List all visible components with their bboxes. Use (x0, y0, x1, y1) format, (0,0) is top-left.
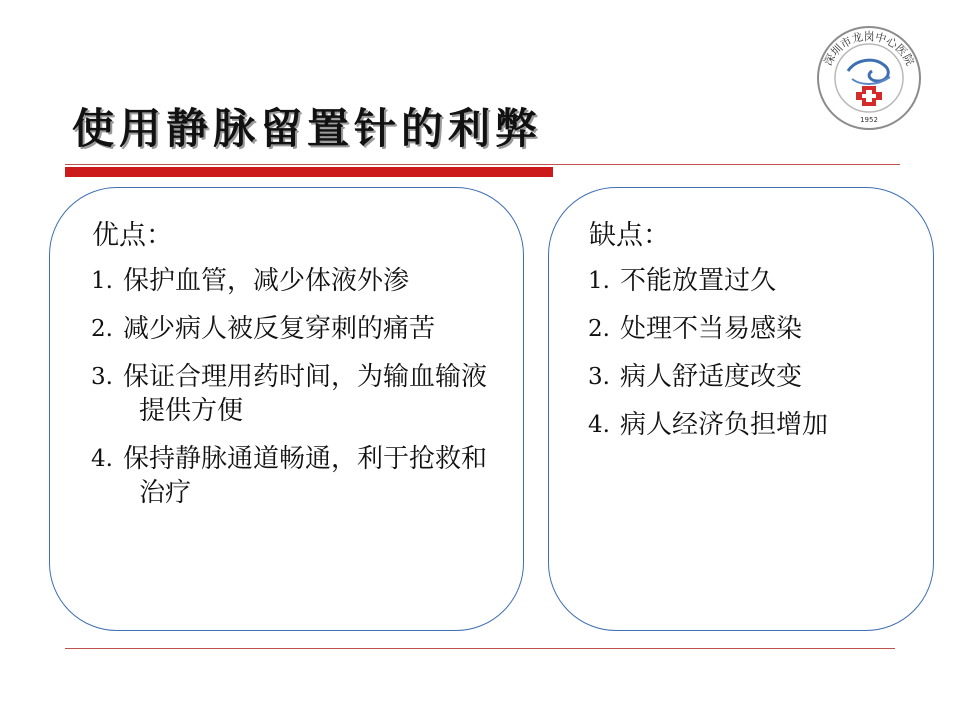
item-number: 1. (588, 268, 610, 294)
disadvantage-item (588, 312, 928, 346)
logo-name-text: 深圳市龙岗中心医院 (821, 30, 917, 68)
item-text: 保护血管，减少体液外渗 (123, 266, 410, 296)
bottom-divider (65, 648, 895, 649)
item-number: 3. (91, 364, 113, 390)
advantage-item (91, 442, 516, 510)
item-number: 3. (588, 364, 610, 390)
item-text: 不能放置过久 (620, 266, 777, 296)
title-accent-bar (65, 167, 553, 177)
item-text: 病人经济负担增加 (620, 410, 829, 440)
advantages-heading: 优点： (92, 220, 173, 251)
disadvantages-heading: 缺点： (589, 220, 670, 251)
item-number: 2. (588, 316, 610, 342)
item-number: 4. (588, 412, 610, 438)
disadvantage-item (588, 408, 928, 442)
item-text: 处理不当易感染 (620, 314, 803, 344)
hospital-logo (808, 23, 930, 133)
item-number: 4. (91, 446, 113, 472)
disadvantage-item (588, 360, 928, 394)
item-text: 减少病人被反复穿刺的痛苦 (123, 314, 436, 344)
item-text: 保持静脉通道畅通，利于抢救和治疗 (123, 444, 488, 508)
item-text: 病人舒适度改变 (620, 362, 803, 392)
slide-title: 使用静脉留置针的利弊 (72, 104, 543, 153)
disadvantages-panel (548, 187, 934, 631)
advantages-panel (49, 187, 524, 631)
advantage-item (91, 264, 516, 298)
item-number: 1. (91, 268, 113, 294)
advantage-item (91, 360, 516, 428)
disadvantage-item (588, 264, 928, 298)
logo-year: 1952 (860, 116, 878, 124)
top-divider-thin (65, 164, 900, 165)
advantages-list (91, 264, 516, 524)
advantage-item (91, 312, 516, 346)
item-text: 保证合理用药时间，为输血输液提供方便 (123, 362, 488, 426)
item-number: 2. (91, 316, 113, 342)
hospital-seal-icon (808, 23, 930, 133)
disadvantages-list (588, 264, 928, 456)
